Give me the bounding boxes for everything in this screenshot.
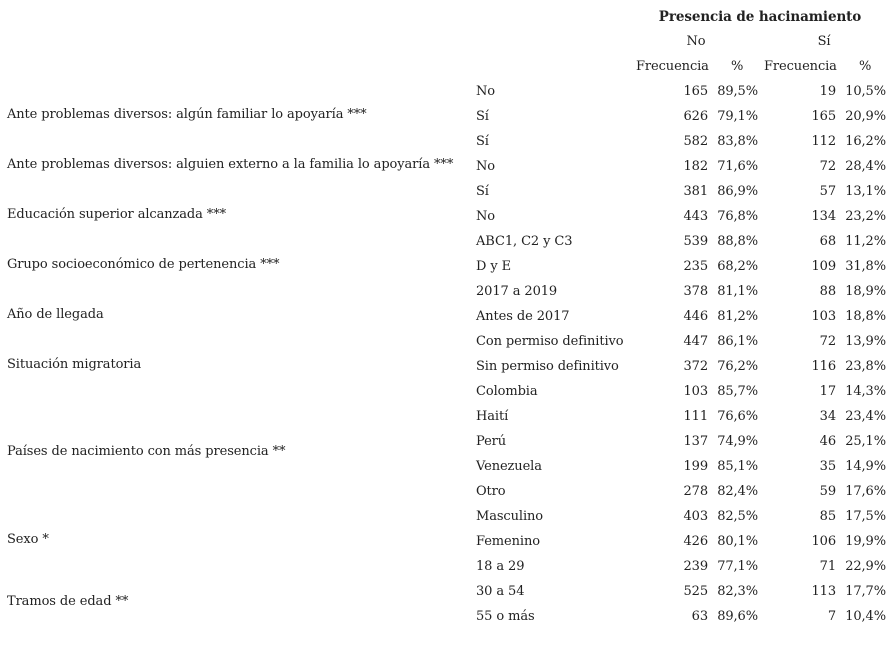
variable-label: Ante problemas diversos: algún familiar lo apoyaría *** (7, 106, 367, 122)
freq-no: 447 (683, 334, 708, 349)
category-label: Sí (476, 184, 489, 199)
freq-no: 63 (691, 609, 708, 624)
freq-no: 378 (683, 284, 708, 299)
pct-si: 18,8% (845, 309, 886, 324)
pct-si: 23,8% (845, 359, 886, 374)
category-label: No (476, 159, 496, 174)
col-freq-no: Frecuencia (636, 59, 709, 74)
variable-label: Educación superior alcanzada *** (7, 206, 227, 222)
variable-label: Año de llegada (7, 306, 104, 322)
freq-si: 68 (819, 234, 836, 249)
freq-no: 626 (683, 109, 708, 124)
freq-si: 19 (819, 84, 836, 99)
pct-si: 14,3% (845, 384, 886, 399)
freq-si: 46 (819, 434, 836, 449)
freq-no: 525 (683, 584, 708, 599)
pct-no: 88,8% (717, 234, 758, 249)
pct-no: 80,1% (717, 534, 758, 549)
variable-label: Tramos de edad ** (7, 594, 129, 609)
pct-no: 85,1% (717, 459, 758, 474)
freq-no: 111 (683, 409, 708, 424)
freq-no: 446 (683, 309, 708, 324)
freq-si: 72 (819, 334, 836, 349)
pct-no: 76,2% (717, 359, 758, 374)
category-label: No (476, 84, 496, 99)
category-label: 18 a 29 (476, 559, 525, 574)
variable-label: Grupo socioeconómico de pertenencia *** (7, 256, 280, 272)
freq-si: 34 (819, 409, 836, 424)
pct-si: 28,4% (845, 159, 886, 174)
pct-no: 82,5% (717, 509, 758, 524)
freq-no: 239 (683, 559, 708, 574)
freq-si: 88 (819, 284, 836, 299)
freq-no: 539 (683, 234, 708, 249)
group-no-label: No (686, 34, 706, 49)
freq-si: 134 (811, 209, 836, 224)
pct-si: 11,2% (845, 234, 886, 249)
pct-no: 89,6% (717, 609, 758, 624)
pct-no: 76,8% (717, 209, 758, 224)
variable-label: Ante problemas diversos: alguien externo a la familia lo apoyaría *** (7, 156, 454, 172)
variable-label: Sexo * (7, 531, 49, 547)
pct-no: 77,1% (717, 559, 758, 574)
category-label: D y E (476, 259, 512, 274)
category-label: Otro (476, 484, 506, 499)
category-label: Venezuela (476, 459, 542, 474)
pct-si: 17,6% (845, 484, 886, 499)
category-label: No (476, 209, 496, 224)
freq-si: 71 (819, 559, 836, 574)
pct-no: 79,1% (717, 109, 758, 124)
freq-no: 372 (683, 359, 708, 374)
pct-no: 82,3% (717, 584, 758, 599)
freq-si: 17 (819, 384, 836, 399)
freq-no: 582 (683, 134, 708, 149)
pct-si: 14,9% (845, 459, 886, 474)
freq-si: 109 (811, 259, 836, 274)
pct-no: 74,9% (717, 434, 758, 449)
category-label: 30 a 54 (476, 584, 525, 599)
category-label: Antes de 2017 (476, 309, 570, 324)
freq-no: 137 (683, 434, 708, 449)
category-label: Masculino (476, 509, 544, 524)
pct-no: 83,8% (717, 134, 758, 149)
category-label: Perú (476, 434, 507, 449)
freq-no: 443 (683, 209, 708, 224)
pct-si: 19,9% (845, 534, 886, 549)
freq-si: 35 (819, 459, 836, 474)
col-freq-si: Frecuencia (764, 59, 837, 74)
pct-si: 23,2% (845, 209, 886, 224)
category-label: Colombia (476, 384, 538, 399)
variable-label: Países de nacimiento con más presencia ** (7, 444, 286, 459)
pct-no: 81,2% (717, 309, 758, 324)
pct-si: 16,2% (845, 134, 886, 149)
freq-si: 165 (811, 109, 836, 124)
category-label: 55 o más (476, 609, 535, 624)
pct-si: 31,8% (845, 259, 886, 274)
pct-si: 17,5% (845, 509, 886, 524)
group-si-label: Sí (817, 34, 831, 49)
category-label: 2017 a 2019 (476, 284, 558, 299)
pct-no: 86,1% (717, 334, 758, 349)
freq-no: 403 (683, 509, 708, 524)
category-label: Sí (476, 134, 489, 149)
pct-si: 23,4% (845, 409, 886, 424)
pct-si: 25,1% (845, 434, 886, 449)
pct-no: 71,6% (717, 159, 758, 174)
variable-label: Situación migratoria (7, 356, 142, 372)
freq-si: 85 (819, 509, 836, 524)
freq-no: 165 (683, 84, 708, 99)
category-label: ABC1, C2 y C3 (476, 234, 573, 249)
freq-no: 182 (683, 159, 708, 174)
pct-si: 20,9% (845, 109, 886, 124)
freq-si: 113 (811, 584, 836, 599)
freq-si: 116 (811, 359, 836, 374)
freq-si: 7 (827, 609, 836, 624)
freq-si: 59 (819, 484, 836, 499)
pct-no: 81,1% (717, 284, 758, 299)
freq-si: 57 (819, 184, 836, 199)
pct-si: 22,9% (845, 559, 886, 574)
category-label: Sin permiso definitivo (476, 359, 619, 374)
pct-no: 82,4% (717, 484, 758, 499)
freq-no: 199 (683, 459, 708, 474)
pct-no: 68,2% (717, 259, 758, 274)
category-label: Femenino (476, 534, 540, 549)
freq-no: 278 (683, 484, 708, 499)
freq-si: 112 (811, 134, 836, 149)
pct-no: 76,6% (717, 409, 758, 424)
freq-si: 106 (811, 534, 836, 549)
col-pct-no: % (731, 59, 744, 74)
table-title: Presencia de hacinamiento (658, 9, 862, 25)
pct-si: 17,7% (845, 584, 886, 599)
freq-si: 72 (819, 159, 836, 174)
category-label: Haití (476, 409, 509, 424)
freq-no: 426 (683, 534, 708, 549)
category-label: Con permiso definitivo (476, 334, 624, 349)
freq-no: 103 (683, 384, 708, 399)
pct-no: 85,7% (717, 384, 758, 399)
freq-no: 381 (683, 184, 708, 199)
pct-si: 10,5% (845, 84, 886, 99)
pct-si: 10,4% (845, 609, 886, 624)
category-label: Sí (476, 109, 489, 124)
pct-si: 13,1% (845, 184, 886, 199)
col-pct-si: % (859, 59, 872, 74)
freq-si: 103 (811, 309, 836, 324)
pct-si: 18,9% (845, 284, 886, 299)
pct-si: 13,9% (845, 334, 886, 349)
pct-no: 89,5% (717, 84, 758, 99)
freq-no: 235 (683, 259, 708, 274)
pct-no: 86,9% (717, 184, 758, 199)
